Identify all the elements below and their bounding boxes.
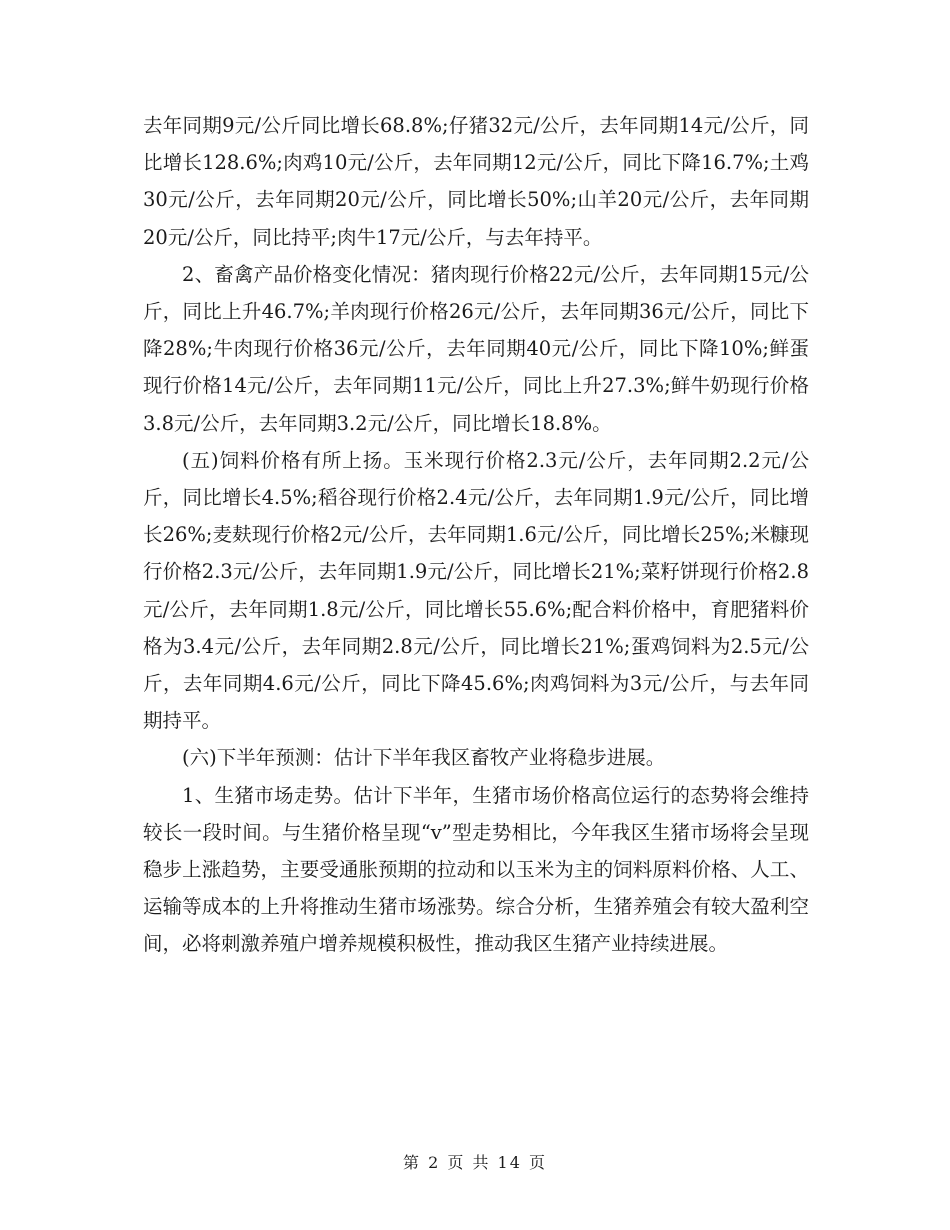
paragraph-second-half-forecast: (六)下半年预测：估计下半年我区畜牧产业将稳步进展。 <box>182 746 666 770</box>
paragraph-livestock-products-prices: 2、畜禽产品价格变化情况：猪肉现行价格22元/公斤，去年同期15元/公斤，同比上升46.7%;羊肉现行价格26元/公斤，去年同期36元/公斤，同比下降28%;牛肉现行价格36元/公斤，去年同期40元/公斤，同比下降10%;鲜蛋现行价格14元/公斤，去年同期11元/公斤，同比上升27.3%;鲜牛奶现行价格3.8元/公斤，去年同期3.2元/公斤，同比增长18.8%。 <box>143 262 809 435</box>
paragraph-livestock-prices-continued: 去年同期9元/公斤同比增长68.8%;仔猪32元/公斤，去年同期14元/公斤，同比增长128.6%;肉鸡10元/公斤，去年同期12元/公斤，同比下降16.7%;土鸡30元/公斤，去年同期20元/公斤，同比增长50%;山羊20元/公斤，去年同期20元/公斤，同比持平;肉牛17元/公斤，与去年持平。 <box>143 114 809 249</box>
paragraph-feed-prices: (五)饲料价格有所上扬。玉米现行价格2.3元/公斤，去年同期2.2元/公斤，同比增长4.5%;稻谷现行价格2.4元/公斤，去年同期1.9元/公斤，同比增长26%;麦麸现行价格2元/公斤，去年同期1.6元/公斤，同比增长25%;米糠现行价格2.3元/公斤，去年同期1.9元/公斤，同比增长21%;菜籽饼现行价格2.8元/公斤，去年同期1.8元/公斤，同比增长55.6%;配合料价格中，育肥猪料价格为3.4元/公斤，去年同期2.8元/公斤，同比增长21%;蛋鸡饲料为2.5元/公斤，去年同期4.6元/公斤，同比下降45.6%;肉鸡饲料为3元/公斤，与去年同期持平。 <box>143 448 809 733</box>
page-number-footer: 第 2 页 共 14 页 <box>403 1153 547 1172</box>
document-body <box>143 107 809 963</box>
paragraph-hog-market-trend: 1、生猪市场走势。估计下半年，生猪市场价格高位运行的态势将会维持较长一段时间。与生猪价格呈现“v”型走势相比，今年我区生猪市场将会呈现稳步上涨趋势，主要受通胀预期的拉动和以玉米为主的饲料原料价格、人工、运输等成本的上升将推动生猪市场涨势。综合分析，生猪养殖会有较大盈利空间，必将刺激养殖户增养规模积极性，推动我区生猪产业持续进展。 <box>143 783 809 956</box>
